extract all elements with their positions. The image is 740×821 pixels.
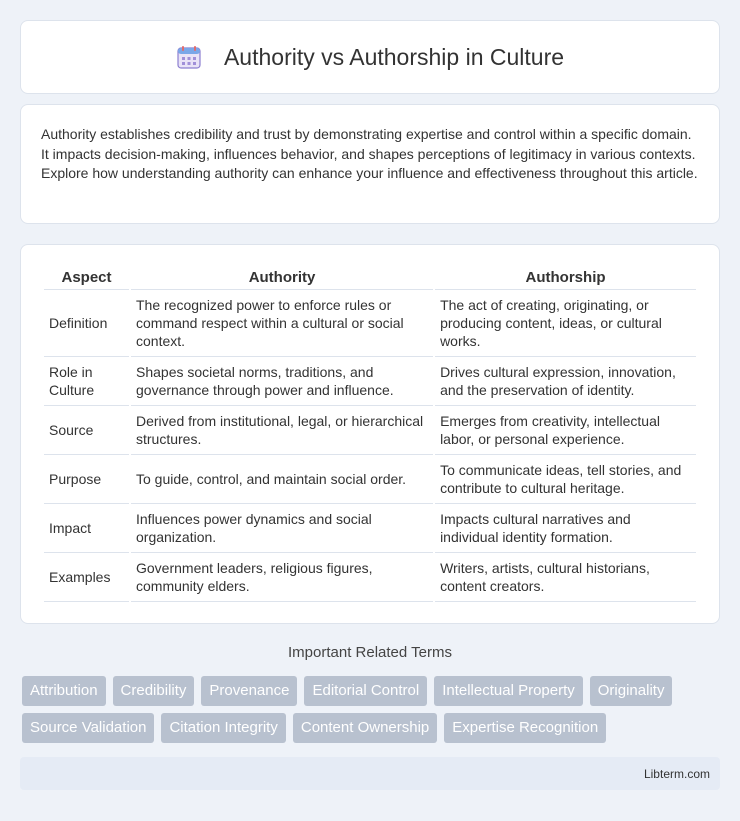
tag-originality[interactable]: Originality: [590, 676, 673, 706]
tag-content-ownership[interactable]: Content Ownership: [293, 713, 437, 743]
tag-credibility[interactable]: Credibility: [113, 676, 195, 706]
row-aspect: Impact: [44, 504, 129, 553]
table-row: [44, 406, 696, 455]
row-authorship: The act of creating, originating, or producing content, ideas, or cultural works.: [435, 290, 696, 357]
title-card: [20, 20, 720, 94]
table-row: [44, 504, 696, 553]
row-authorship: Drives cultural expression, innovation, and the preservation of identity.: [435, 357, 696, 406]
row-authority: Derived from institutional, legal, or hierarchical structures.: [131, 406, 433, 455]
row-aspect: Examples: [44, 553, 129, 602]
intro-card: [20, 104, 720, 224]
row-aspect: Role in Culture: [44, 357, 129, 406]
tag-citation-integrity[interactable]: Citation Integrity: [161, 713, 285, 743]
table-row: [44, 455, 696, 504]
row-aspect: Source: [44, 406, 129, 455]
row-authorship: Writers, artists, cultural historians, content creators.: [435, 553, 696, 602]
row-authorship: Impacts cultural narratives and individual identity formation.: [435, 504, 696, 553]
comparison-table: [42, 265, 698, 602]
intro-text: Authority establishes credibility and trust by demonstrating expertise and control within a specific domain. It impacts decision-making, influences behavior, and shapes perceptions of legitimacy in various contexts. Explore how understanding authority can enhance your influence and effectiveness throughout this article.: [41, 126, 698, 181]
footer-site-link[interactable]: Libterm.com: [643, 766, 710, 781]
row-authority: Influences power dynamics and social organization.: [131, 504, 433, 553]
row-authority: Government leaders, religious figures, community elders.: [131, 553, 433, 602]
column-header-authorship: Authorship: [435, 265, 696, 290]
table-header-row: [44, 265, 696, 290]
row-authority: Shapes societal norms, traditions, and governance through power and influence.: [131, 357, 433, 406]
row-authorship: Emerges from creativity, intellectual labor, or personal experience.: [435, 406, 696, 455]
tag-expertise-recognition[interactable]: Expertise Recognition: [444, 713, 606, 743]
column-header-aspect: Aspect: [44, 265, 129, 290]
comparison-card: [20, 244, 720, 624]
related-terms-list: [22, 676, 722, 743]
table-row: [44, 357, 696, 406]
column-header-authority: Authority: [131, 265, 433, 290]
page-title: Authority vs Authorship in Culture: [223, 43, 565, 70]
tag-provenance[interactable]: Provenance: [201, 676, 297, 706]
table-row: [44, 553, 696, 602]
calendar-icon: [176, 44, 202, 70]
tag-attribution[interactable]: Attribution: [22, 676, 106, 706]
related-terms-title: Important Related Terms: [288, 644, 452, 661]
tag-source-validation[interactable]: Source Validation: [22, 713, 154, 743]
table-row: [44, 290, 696, 357]
row-authority: The recognized power to enforce rules or command respect within a cultural or social context.: [131, 290, 433, 357]
row-authority: To guide, control, and maintain social order.: [131, 455, 433, 504]
row-aspect: Definition: [44, 290, 129, 357]
row-aspect: Purpose: [44, 455, 129, 504]
tag-editorial-control[interactable]: Editorial Control: [304, 676, 427, 706]
footer: [20, 757, 720, 790]
tag-intellectual-property[interactable]: Intellectual Property: [434, 676, 583, 706]
row-authorship: To communicate ideas, tell stories, and contribute to cultural heritage.: [435, 455, 696, 504]
